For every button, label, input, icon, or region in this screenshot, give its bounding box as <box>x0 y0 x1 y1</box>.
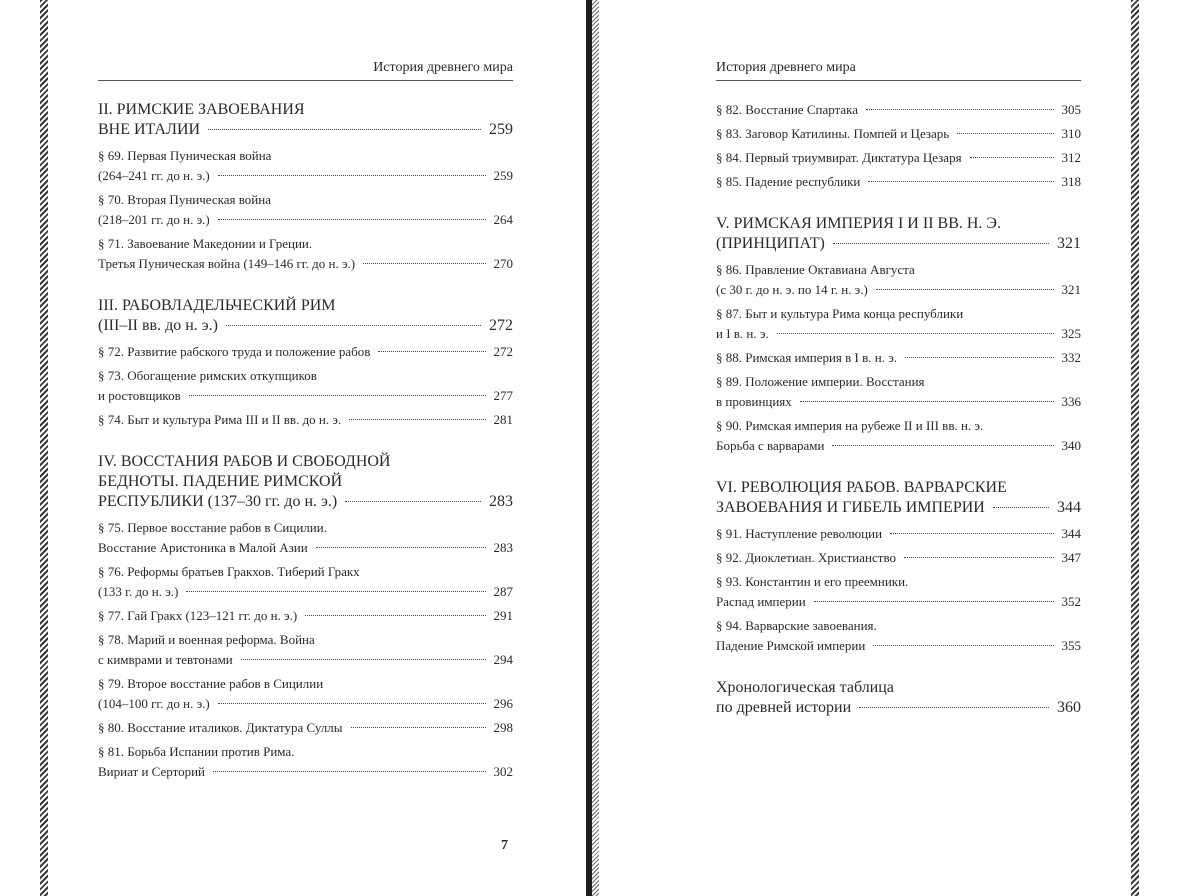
running-head-left: История древнего мира <box>98 60 513 81</box>
toc-entry-title-line: § 93. Константин и его преемники. <box>716 574 909 589</box>
toc-entry-title-line: § 80. Восстание италиков. Диктатура Суллы <box>98 720 343 735</box>
page-ref: 294 <box>493 652 513 667</box>
toc-entry-title-line: § 89. Положение империи. Восстания <box>716 374 925 389</box>
section-gap <box>98 278 513 296</box>
toc-entry-title-line: § 79. Второе восстание рабов в Сицилии <box>98 676 324 691</box>
toc-section-heading-title-line: ЗАВОЕВАНИЯ И ГИБЕЛЬ ИМПЕРИИ <box>716 499 985 516</box>
toc-entry[interactable] <box>716 260 1081 300</box>
toc-entry-title-line: (с 30 г. до н. э. по 14 г. н. э.) <box>716 282 868 297</box>
dot-leader <box>905 357 1053 358</box>
dot-leader <box>345 501 481 502</box>
toc-entry[interactable] <box>716 416 1081 456</box>
dot-leader <box>859 707 1049 708</box>
dot-leader <box>349 419 485 420</box>
toc-section-heading-title-line: ВНЕ ИТАЛИИ <box>98 121 201 138</box>
toc-section-heading-title-line: Хронологическая таблица <box>716 679 894 696</box>
toc-section-heading-title-line: (ПРИНЦИПАТ) <box>716 235 825 252</box>
toc-entry[interactable] <box>98 342 513 362</box>
toc-entry-title-line: § 71. Завоевание Македонии и Греции. <box>98 236 313 251</box>
toc-entry[interactable] <box>716 304 1081 344</box>
page-ref: 344 <box>1057 499 1081 516</box>
toc-section-heading[interactable] <box>716 678 1081 718</box>
page-ref: 360 <box>1057 699 1081 716</box>
page-ref: 302 <box>493 764 513 779</box>
toc-entry-title-line: § 74. Быт и культура Рима III и II вв. до н. э. <box>98 412 342 427</box>
toc-entry-title-line: § 76. Реформы братьев Гракхов. Тиберий Гракх <box>98 564 360 579</box>
dot-leader <box>800 401 1054 402</box>
toc-section-heading-title-line: V. РИМСКАЯ ИМПЕРИЯ I И II ВВ. Н. Э. <box>716 215 1001 232</box>
page-ref: 347 <box>1061 550 1081 565</box>
page-number: 7 <box>501 838 508 853</box>
dot-leader <box>970 157 1054 158</box>
toc-entry[interactable] <box>98 742 513 782</box>
toc-entry[interactable] <box>716 148 1081 168</box>
toc-entry[interactable] <box>716 572 1081 612</box>
left-book-edge <box>40 0 48 896</box>
dot-leader <box>241 659 486 660</box>
section-gap <box>716 660 1081 678</box>
toc-entry[interactable] <box>716 372 1081 412</box>
page-ref: 325 <box>1061 326 1081 341</box>
toc-entry-title-line: Борьба с варварами <box>716 438 825 453</box>
toc-entry[interactable] <box>716 172 1081 192</box>
page-ref: 287 <box>493 584 513 599</box>
page-ref: 291 <box>493 608 513 623</box>
right-book-edge <box>1131 0 1139 896</box>
page-ref: 283 <box>489 493 513 510</box>
page-ref: 270 <box>493 256 513 271</box>
toc-section-heading-title-line: по древней истории <box>716 699 852 716</box>
toc-section-heading-title-line: РЕСПУБЛИКИ (137–30 гг. до н. э.) <box>98 493 338 510</box>
page-ref: 264 <box>493 212 513 227</box>
toc-entry[interactable] <box>98 606 513 626</box>
dot-leader <box>305 615 485 616</box>
toc-entry[interactable] <box>98 234 513 274</box>
toc-entry[interactable] <box>716 616 1081 656</box>
toc-entry-title-line: Вириат и Серторий <box>98 764 206 779</box>
toc-entry-title-line: § 90. Римская империя на рубеже II и III вв. н. э. <box>716 418 984 433</box>
toc-entry-title-line: § 91. Наступление революции <box>716 526 883 541</box>
toc-entry[interactable] <box>716 348 1081 368</box>
page-ref: 277 <box>493 388 513 403</box>
toc-entry-title-line: § 87. Быт и культура Рима конца республики <box>716 306 964 321</box>
page-ref: 352 <box>1061 594 1081 609</box>
dot-leader <box>208 129 481 130</box>
toc-entry[interactable] <box>98 410 513 430</box>
dot-leader <box>833 243 1049 244</box>
dot-leader <box>868 181 1053 182</box>
dot-leader <box>218 219 486 220</box>
toc-entry-title-line: и I в. н. э. <box>716 326 769 341</box>
toc-section-heading[interactable] <box>98 452 513 512</box>
dot-leader <box>316 547 486 548</box>
dot-leader <box>226 325 481 326</box>
dot-leader <box>876 289 1054 290</box>
toc-entry-title-line: § 73. Обогащение римских откупщиков <box>98 368 317 383</box>
toc-section-heading-title-line: IV. ВОССТАНИЯ РАБОВ И СВОБОДНОЙ <box>98 453 391 470</box>
toc-entry-title-line: и ростовщиков <box>98 388 181 403</box>
toc-section-heading[interactable] <box>716 478 1081 518</box>
page-ref: 272 <box>489 317 513 334</box>
page-ref: 272 <box>493 344 513 359</box>
dot-leader <box>186 591 485 592</box>
toc-entry[interactable] <box>98 562 513 602</box>
dot-leader <box>993 507 1049 508</box>
toc-entry-title-line: § 72. Развитие рабского труда и положение рабов <box>98 344 371 359</box>
dot-leader <box>213 771 485 772</box>
section-gap <box>98 434 513 452</box>
dot-leader <box>218 703 486 704</box>
dot-leader <box>866 109 1053 110</box>
dot-leader <box>832 445 1053 446</box>
page-ref: 283 <box>493 540 513 555</box>
toc-entry-title-line: (104–100 гг. до н. э.) <box>98 696 210 711</box>
toc-entry-title-line: § 92. Диоклетиан. Христианство <box>716 550 896 565</box>
toc-entry-title-line: в провинциях <box>716 394 792 409</box>
toc-entry[interactable] <box>98 146 513 186</box>
page-ref: 321 <box>1057 235 1081 252</box>
toc-entry-title-line: § 70. Вторая Пуническая война <box>98 192 271 207</box>
toc-entry-title-line: § 69. Первая Пуническая война <box>98 148 272 163</box>
toc-entry[interactable] <box>98 366 513 406</box>
toc-entry-title-line: § 85. Падение республики <box>716 174 861 189</box>
page-ref: 336 <box>1061 394 1081 409</box>
toc-entry[interactable] <box>716 524 1081 544</box>
right-page <box>599 0 1131 896</box>
toc-entry[interactable] <box>98 190 513 230</box>
toc-section-heading-title-line: III. РАБОВЛАДЕЛЬЧЕСКИЙ РИМ <box>98 297 336 314</box>
toc-entry-title-line: (218–201 гг. до н. э.) <box>98 212 210 227</box>
dot-leader <box>378 351 485 352</box>
toc-section-heading-title-line: БЕДНОТЫ. ПАДЕНИЕ РИМСКОЙ <box>98 473 343 490</box>
toc-section-heading[interactable] <box>98 296 513 336</box>
dot-leader <box>904 557 1054 558</box>
toc-right <box>716 100 1081 724</box>
dot-leader <box>814 601 1054 602</box>
toc-section-heading[interactable] <box>98 100 513 140</box>
toc-entry-title-line: § 82. Восстание Спартака <box>716 102 859 117</box>
dot-leader <box>351 727 486 728</box>
toc-entry-title-line: § 86. Правление Октавиана Августа <box>716 262 915 277</box>
page-ref: 340 <box>1061 438 1081 453</box>
running-head-right: История древнего мира <box>716 60 1081 81</box>
section-gap <box>716 196 1081 214</box>
toc-left <box>98 100 513 786</box>
toc-entry-title-line: § 84. Первый триумвират. Диктатура Цезаря <box>716 150 962 165</box>
toc-entry-title-line: Третья Пуническая война (149–146 гг. до н. э.) <box>98 256 356 271</box>
toc-entry-title-line: § 83. Заговор Катилины. Помпей и Цезарь <box>716 126 950 141</box>
page-ref: 305 <box>1061 102 1081 117</box>
toc-entry-title-line: § 81. Борьба Испании против Рима. <box>98 744 295 759</box>
page-ref: 321 <box>1061 282 1081 297</box>
page-ref: 344 <box>1061 526 1081 541</box>
page-ref: 332 <box>1061 350 1081 365</box>
toc-entry[interactable] <box>716 548 1081 568</box>
toc-entry[interactable] <box>98 518 513 558</box>
toc-section-heading[interactable] <box>716 214 1081 254</box>
toc-entry-title-line: Падение Римской империи <box>716 638 866 653</box>
toc-entry[interactable] <box>716 124 1081 144</box>
page-ref: 259 <box>493 168 513 183</box>
dot-leader <box>890 533 1053 534</box>
page-ref: 318 <box>1061 174 1081 189</box>
toc-entry-title-line: Распад империи <box>716 594 806 609</box>
dot-leader <box>218 175 486 176</box>
page-ref: 312 <box>1061 150 1081 165</box>
toc-entry-title-line: Восстание Аристоника в Малой Азии <box>98 540 308 555</box>
toc-entry-title-line: § 94. Варварские завоевания. <box>716 618 877 633</box>
toc-entry-title-line: § 78. Марий и военная реформа. Война <box>98 632 315 647</box>
dot-leader <box>189 395 486 396</box>
toc-entry-title-line: § 75. Первое восстание рабов в Сицилии. <box>98 520 327 535</box>
dot-leader <box>957 133 1053 134</box>
toc-entry[interactable] <box>716 100 1081 120</box>
toc-entry[interactable] <box>98 674 513 714</box>
page-ref: 259 <box>489 121 513 138</box>
left-page <box>48 0 586 896</box>
page-ref: 355 <box>1061 638 1081 653</box>
dot-leader <box>873 645 1053 646</box>
section-gap <box>716 460 1081 478</box>
page-ref: 298 <box>493 720 513 735</box>
spine-shadow <box>592 0 599 896</box>
toc-entry-title-line: § 77. Гай Гракх (123–121 гг. до н. э.) <box>98 608 298 623</box>
toc-section-heading-title-line: VI. РЕВОЛЮЦИЯ РАБОВ. ВАРВАРСКИЕ <box>716 479 1007 496</box>
toc-entry-title-line: (133 г. до н. э.) <box>98 584 179 599</box>
toc-entry[interactable] <box>98 630 513 670</box>
page-ref: 296 <box>493 696 513 711</box>
dot-leader <box>363 263 485 264</box>
page-ref: 310 <box>1061 126 1081 141</box>
toc-entry[interactable] <box>98 718 513 738</box>
page-ref: 281 <box>493 412 513 427</box>
toc-entry-title-line: § 88. Римская империя в I в. н. э. <box>716 350 898 365</box>
dot-leader <box>777 333 1054 334</box>
toc-entry-title-line: с кимврами и тевтонами <box>98 652 233 667</box>
toc-entry-title-line: (264–241 гг. до н. э.) <box>98 168 210 183</box>
toc-section-heading-title-line: (III–II вв. до н. э.) <box>98 317 218 334</box>
toc-section-heading-title-line: II. РИМСКИЕ ЗАВОЕВАНИЯ <box>98 101 305 118</box>
